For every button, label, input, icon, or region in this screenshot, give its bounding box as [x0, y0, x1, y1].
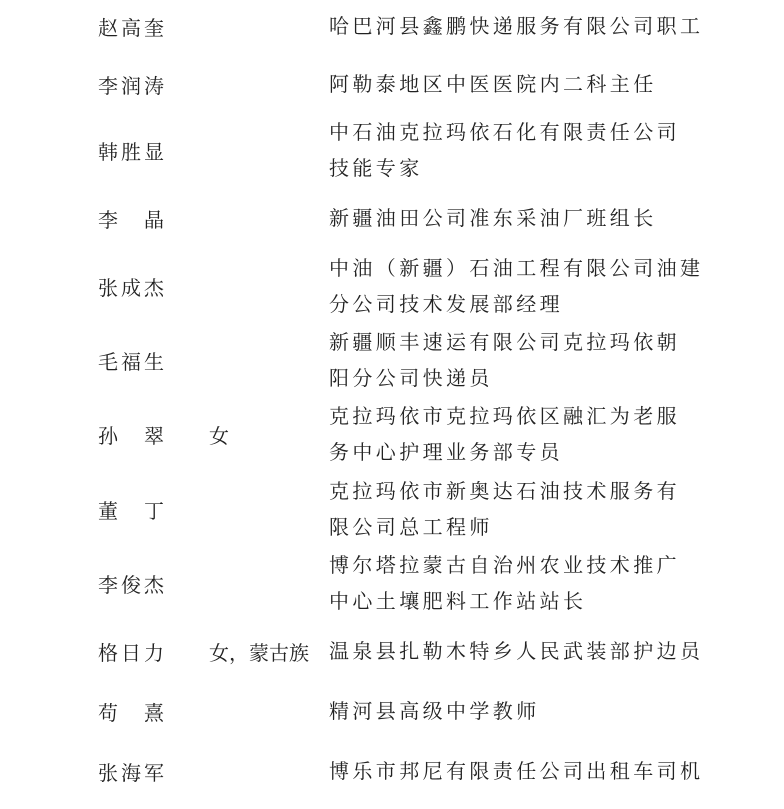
person-name: 韩胜显 — [98, 140, 167, 164]
person-note: 女，蒙古族 — [209, 641, 309, 665]
title-line: 博尔塔拉蒙古自治州农业技术推广 — [329, 553, 680, 577]
person-name: 张海军 — [98, 761, 167, 785]
title-line: 哈巴河县鑫鹏快递服务有限公司职工 — [329, 14, 704, 38]
person-title — [329, 114, 709, 186]
title-line: 中石油克拉玛依石化有限责任公司 — [329, 120, 680, 144]
person-name: 孙 翠 — [98, 424, 167, 448]
title-line: 克拉玛依市新奥达石油技术服务有 — [329, 479, 680, 503]
person-title — [329, 473, 709, 545]
person-title — [329, 324, 709, 396]
title-line: 中油（新疆）石油工程有限公司油建 — [329, 256, 704, 280]
person-note: 女 — [209, 424, 229, 448]
person-title — [329, 398, 709, 470]
title-line: 博乐市邦尼有限责任公司出租车司机 — [329, 759, 704, 783]
person-name: 李润涛 — [98, 74, 167, 98]
title-line: 限公司总工程师 — [329, 515, 493, 539]
title-line: 温泉县扎勒木特乡人民武装部护边员 — [329, 639, 704, 663]
title-line: 技能专家 — [329, 156, 423, 180]
person-name: 李俊杰 — [98, 573, 167, 597]
title-line: 中心土壤肥料工作站站长 — [329, 589, 587, 613]
person-title — [329, 753, 709, 789]
title-line: 克拉玛依市克拉玛依区融汇为老服 — [329, 404, 680, 428]
person-title — [329, 547, 709, 619]
title-line: 精河县高级中学教师 — [329, 699, 540, 723]
person-name: 张成杰 — [98, 276, 167, 300]
title-line: 务中心护理业务部专员 — [329, 440, 563, 464]
title-line: 新疆油田公司准东采油厂班组长 — [329, 206, 657, 230]
person-name: 赵高奎 — [98, 16, 167, 40]
title-line: 分公司技术发展部经理 — [329, 292, 563, 316]
person-title — [329, 8, 709, 44]
title-line: 新疆顺丰速运有限公司克拉玛依朝 — [329, 330, 680, 354]
person-name: 李 晶 — [98, 208, 167, 232]
person-name: 毛福生 — [98, 350, 167, 374]
title-line: 阿勒泰地区中医医院内二科主任 — [329, 72, 657, 96]
person-name: 董 丁 — [98, 499, 167, 523]
person-name: 格日力 — [98, 641, 167, 665]
person-title — [329, 66, 709, 102]
person-title — [329, 633, 709, 669]
person-title — [329, 693, 709, 729]
person-title — [329, 250, 709, 322]
title-line: 阳分公司快递员 — [329, 366, 493, 390]
person-title — [329, 200, 709, 236]
person-name: 苟 熹 — [98, 701, 167, 725]
